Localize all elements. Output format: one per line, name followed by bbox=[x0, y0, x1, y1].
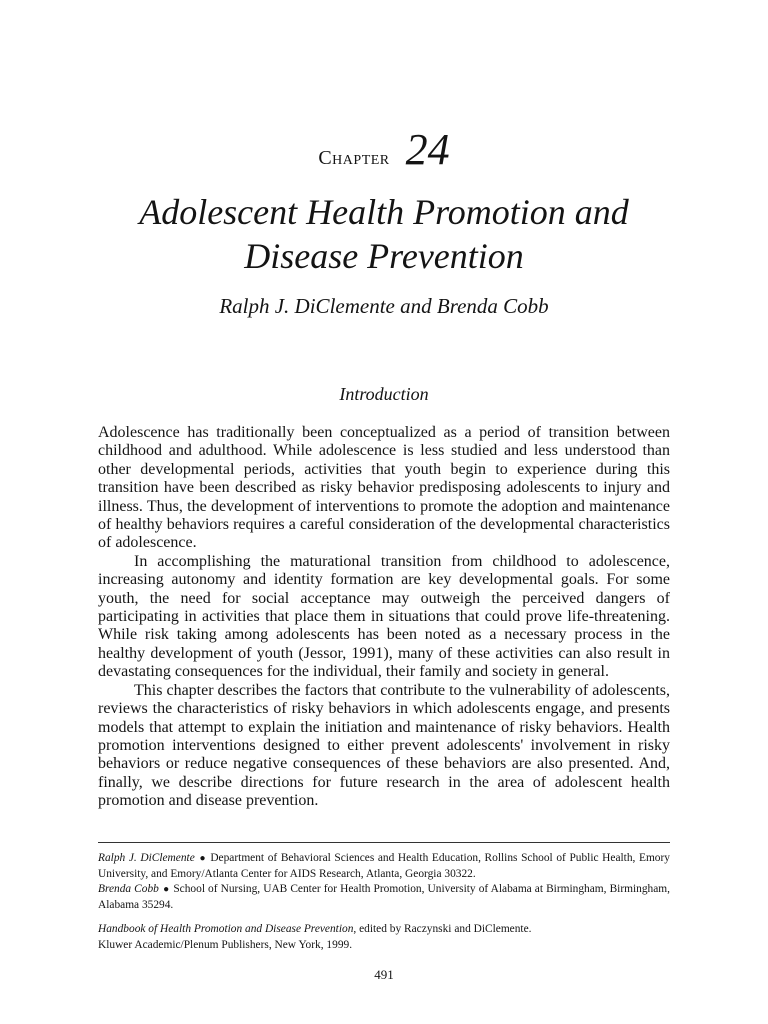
footnote-book-title: Handbook of Health Promotion and Disease Prevention bbox=[98, 923, 354, 935]
bullet-icon: ● bbox=[162, 884, 170, 895]
paragraph-2: In accomplishing the maturational transition from childhood to adolescence, increasing autonomy and identity formation are key developmental goals. For some youth, the need for social acceptance may outweigh the perceived dangers of participating in activities that place them in situations that could prove life-threatening. While risk taking among adolescents has been noted as a necessary process in the healthy development of youth (Jessor, 1991), many of these activities can also result in devastating consequences for the individual, their family and society in general. bbox=[98, 552, 670, 681]
chapter-title bbox=[0, 190, 768, 278]
footnote-publisher: Kluwer Academic/Plenum Publishers, New York, 1999. bbox=[98, 938, 353, 951]
chapter-title-line-2: Disease Prevention bbox=[244, 236, 524, 276]
paragraph-3: This chapter describes the factors that contribute to the vulnerability of adolescents, reviews the characteristics of risky behaviors in which adolescents engage, and presents models that attempt to explain the initiation and maintenance of risky behaviors. Health promotion interventions designed to either prevent adolescents' involvement in risky behaviors or reduce negative consequences of these behaviors are also presented. And, finally, we describe directions for future research in the area of adolescent health promotion and disease prevention. bbox=[98, 681, 670, 810]
section-heading: Introduction bbox=[339, 384, 429, 404]
footnote-source bbox=[98, 922, 670, 938]
page-number: 491 bbox=[374, 967, 394, 982]
paragraph-1: Adolescence has traditionally been conceptualized as a period of transition between childhood and adulthood. While adolescence is less studied and less understood than other developmental periods, activities that youth begin to experience during this transition have been described as risky behavior predisposing adolescents to injury and illness. Thus, the development of interventions to promote the adoption and maintenance of healthy behaviors requires a careful consideration of the developmental characteristics of adolescence. bbox=[98, 424, 670, 552]
chapter-number: 24 bbox=[405, 125, 450, 174]
chapter-label: Chapter bbox=[318, 147, 390, 169]
footnote-divider bbox=[98, 842, 670, 843]
footnote-author-2-name: Brenda Cobb bbox=[98, 883, 159, 895]
chapter-heading bbox=[0, 124, 768, 175]
body-text bbox=[98, 424, 670, 811]
footnote-author-2-affiliation: School of Nursing, UAB Center for Health Promotion, University of Alabama at Birmingham, Birmingham, Alabama 35294. bbox=[98, 883, 671, 911]
footnote-author-1-affiliation: Department of Behavioral Sciences and Health Education, Rollins School of Public Health, Emory University, and Emory/Atlanta Center for AIDS Research, Atlanta, Georgia 30322. bbox=[98, 852, 670, 880]
bullet-icon: ● bbox=[198, 853, 207, 864]
footnote-author-1 bbox=[98, 851, 670, 882]
footnote-author-1-name: Ralph J. DiClemente bbox=[98, 852, 195, 864]
footnote-book-editors: , edited by Raczynski and DiClemente. bbox=[353, 923, 532, 935]
footnotes bbox=[98, 851, 670, 953]
footnote-author-2 bbox=[98, 882, 670, 913]
chapter-title-line-1: Adolescent Health Promotion and bbox=[139, 192, 629, 232]
author-byline: Ralph J. DiClemente and Brenda Cobb bbox=[219, 294, 549, 318]
